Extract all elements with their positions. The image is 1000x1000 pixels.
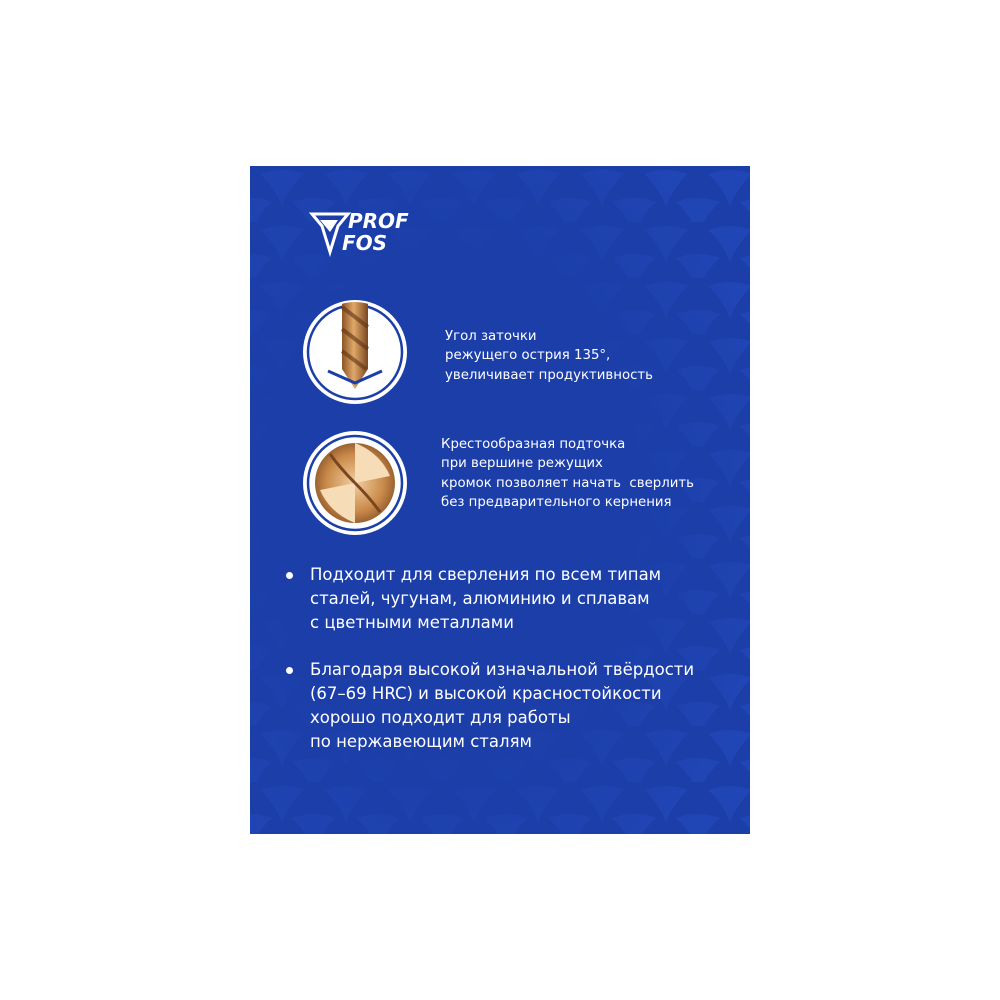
product-info-card bbox=[250, 166, 750, 834]
bullet-hardness-text: Благодаря высокой изначальной твёрдости (67–69 HRC) и высокой красностойкости хорошо подходит для работы по нержавеющим сталям bbox=[310, 660, 695, 751]
drill-tip-135-degree-icon bbox=[300, 297, 410, 407]
bullet-materials-text: Подходит для сверления по всем типам сталей, чугунам, алюминию и сплавам с цветными металлами bbox=[310, 565, 662, 632]
feature-cross-point-text: Крестообразная подточка при вершине режущих кромок позволяет начать сверлить без предварительного кернения bbox=[441, 437, 694, 510]
svg-text:PROF: PROF bbox=[348, 209, 409, 233]
bullet-icon bbox=[286, 572, 293, 579]
svg-text:FOS: FOS bbox=[342, 231, 388, 255]
bullet-icon bbox=[286, 667, 293, 674]
cross-split-point-icon bbox=[300, 428, 410, 538]
profos-logo bbox=[308, 204, 428, 258]
feature-sharpening-angle-text: Угол заточки режущего острия 135°, увеличивает продуктивность bbox=[445, 329, 653, 383]
